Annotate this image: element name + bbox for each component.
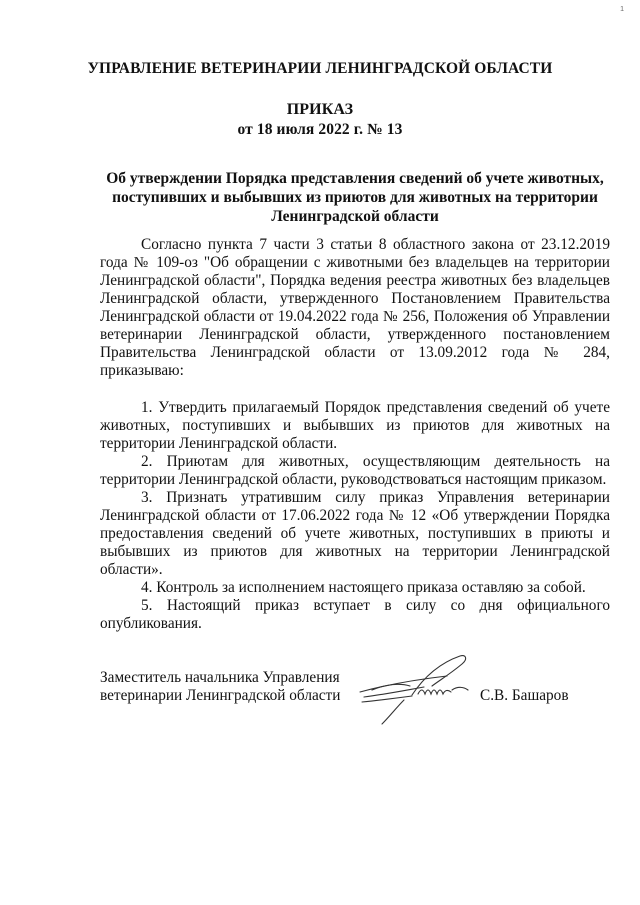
order-item-3: 3. Признать утратившим силу приказ Управления ветеринарии Ленинградской области от 17.06.2022 года № 12 «Об утверждении Порядка предоставления сведений об учете животных, поступивших в приюты и выбывших из приютов для животных на территории Ленинградской области».: [100, 489, 610, 578]
order-item-1: 1. Утвердить прилагаемый Порядок представления сведений об учете животных, поступивших и выбывших из приютов для животных на территории Ленинградской области.: [100, 399, 610, 452]
document-date-number: от 18 июля 2022 г. № 13: [237, 121, 403, 138]
signer-position-line: ветеринарии Ленинградской области: [100, 687, 341, 704]
title-line: поступивших и выбывших из приютов для животных на территории: [112, 189, 598, 206]
order-item-2: 2. Приютам для животных, осуществляющим деятельность на территории Ленинградской области, руководствоваться настоящим приказом.: [100, 453, 610, 488]
signer-position-line: Заместитель начальника Управления: [100, 669, 340, 686]
order-item-5: 5. Настоящий приказ вступает в силу со дня официального опубликования.: [100, 597, 610, 632]
title-line: Ленинградской области: [271, 208, 439, 225]
document-title: [100, 169, 610, 226]
signer-name: С.В. Башаров: [480, 687, 569, 704]
signer-position: [100, 669, 340, 705]
corner-mark: 1: [620, 6, 624, 13]
preamble-paragraph: Согласно пункта 7 части 3 статьи 8 областного закона от 23.12.2019 года № 109-оз "Об обращении с животными без владельцев на территории Ленинградской области", Порядка ведения реестра животных без владельцев Ленинградской области, утвержденного Постановлением Правительства Ленинградской области от 19.04.2022 года № 256, Положения об Управлении ветеринарии Ленинградской области, утвержденного постановлением Правительства Ленинградской области от 13.09.2012 года № 284, приказываю:: [100, 236, 610, 379]
title-line: Об утверждении Порядка представления сведений об учете животных,: [106, 170, 604, 187]
handwritten-signature: [352, 650, 477, 730]
order-item-4: 4. Контроль за исполнением настоящего приказа оставляю за собой.: [141, 579, 586, 596]
document-type: ПРИКАЗ: [286, 101, 354, 118]
organization-heading: УПРАВЛЕНИЕ ВЕТЕРИНАРИИ ЛЕНИНГРАДСКОЙ ОБЛАСТИ: [87, 60, 553, 77]
document-body: [100, 236, 610, 633]
